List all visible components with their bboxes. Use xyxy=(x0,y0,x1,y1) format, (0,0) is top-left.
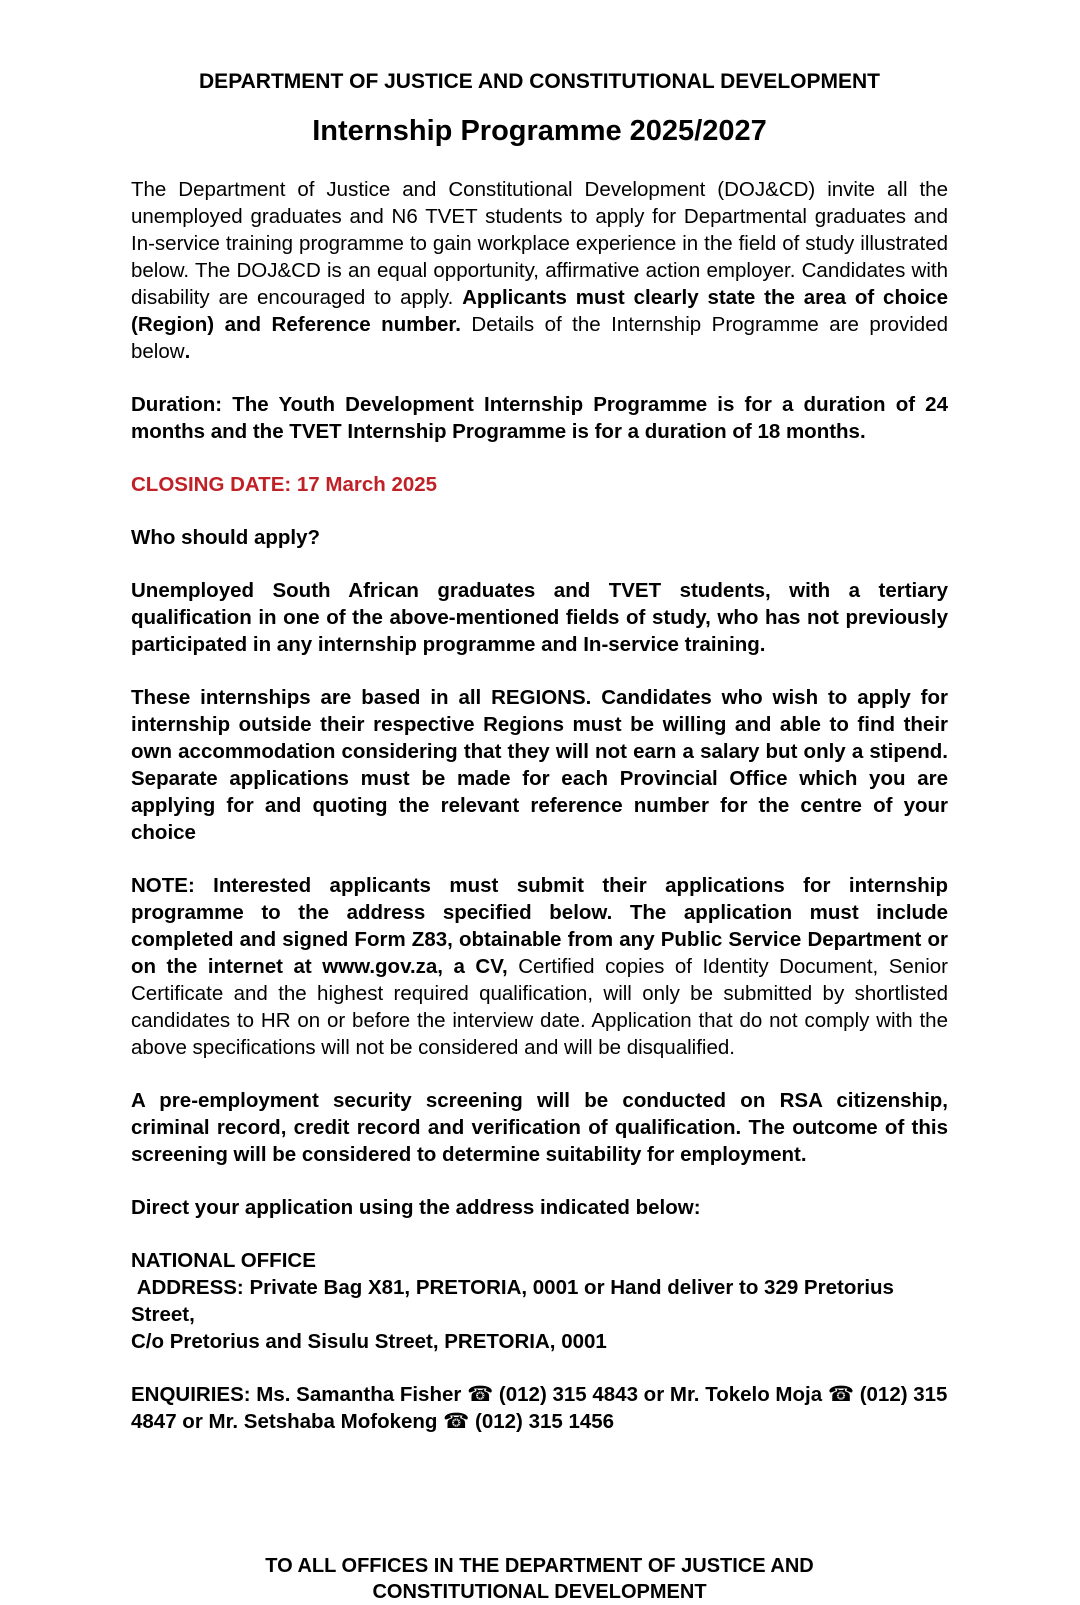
regions-paragraph: These internships are based in all REGIONS. Candidates who wish to apply for internship outside their respective Regions must be willing and able to find their own accommodation considering that they will not earn a salary but only a stipend. Separate applications must be made for each Provincial Office which you are applying for and quoting the relevant reference number for the centre of your choice xyxy=(131,686,948,844)
closing-date-line: CLOSING DATE: 17 March 2025 xyxy=(131,473,438,496)
telephone-icon: ☎ xyxy=(467,1382,494,1406)
national-office-address-line2: C/o Pretorius and Sisulu Street, PRETORIA, 0001 xyxy=(131,1330,607,1353)
note-regular-text: Certified copies of Identity Document, Senior Certificate and the highest required qualification, will only be submitted by shortlisted candidates to HR on or before the interview date. Application that do not comply with the above specifications will not be considered and will be disqualified. xyxy=(131,955,948,1059)
telephone-icon: ☎ xyxy=(443,1409,470,1433)
national-office-block xyxy=(131,1247,948,1355)
enquiries-line xyxy=(131,1381,948,1435)
note-paragraph xyxy=(131,872,948,1061)
department-header: DEPARTMENT OF JUSTICE AND CONSTITUTIONAL DEVELOPMENT xyxy=(199,70,880,93)
national-office-address-line1: ADDRESS: Private Bag X81, PRETORIA, 0001 or Hand deliver to 329 Pretorius Street, xyxy=(131,1276,894,1326)
telephone-icon: ☎ xyxy=(827,1382,854,1406)
note-bold-text: NOTE: Interested applicants must submit their applications for internship programme to the address specified below. The application must include completed and signed Form Z83, obtainable from any Public Service Department or on the internet at www.gov.za, a CV, xyxy=(131,874,948,978)
intro-tail-text: Details of the Internship Programme are provided below xyxy=(131,313,948,363)
footer-distribution-note xyxy=(131,1553,948,1605)
intro-tail-period: . xyxy=(184,340,191,363)
who-should-apply-heading: Who should apply? xyxy=(131,526,321,549)
national-office-title: NATIONAL OFFICE xyxy=(131,1249,316,1272)
intro-lead-text: The Department of Justice and Constitutional Development (DOJ&CD) invite all the unemployed graduates and N6 TVET students to apply for Departmental graduates and In-service training programme to gain workplace experience in the field of study illustrated below. The DOJ&CD is an equal opportunity, affirmative action employer. Candidates with disability are encouraged to apply. xyxy=(131,178,948,309)
enquiries-text: (012) 315 1456 xyxy=(469,1410,615,1433)
intro-paragraph xyxy=(131,176,948,365)
enquiries-text: (012) 315 4843 or Mr. Tokelo Moja xyxy=(493,1383,828,1406)
direct-application-line: Direct your application using the address indicated below: xyxy=(131,1196,701,1219)
eligibility-paragraph: Unemployed South African graduates and TVET students, with a tertiary qualification in one of the above-mentioned fields of study, who has not previously participated in any internship programme and In-service training. xyxy=(131,579,948,656)
footer-line1: TO ALL OFFICES IN THE DEPARTMENT OF JUSTICE AND xyxy=(265,1555,814,1577)
footer-line2: CONSTITUTIONAL DEVELOPMENT xyxy=(372,1581,707,1603)
duration-paragraph: Duration: The Youth Development Internship Programme is for a duration of 24 months and the TVET Internship Programme is for a duration of 18 months. xyxy=(131,393,948,443)
enquiries-text: ENQUIRIES: Ms. Samantha Fisher xyxy=(131,1383,468,1406)
screening-paragraph: A pre-employment security screening will be conducted on RSA citizenship, criminal record, credit record and verification of qualification. The outcome of this screening will be considered to determine suitability for employment. xyxy=(131,1089,948,1166)
page-title: Internship Programme 2025/2027 xyxy=(312,115,767,147)
enquiries-text: (012) 315 4847 or Mr. Setshaba Mofokeng xyxy=(131,1383,948,1433)
intro-bold-sentence: Applicants must clearly state the area of choice (Region) and Reference number. xyxy=(131,286,948,336)
